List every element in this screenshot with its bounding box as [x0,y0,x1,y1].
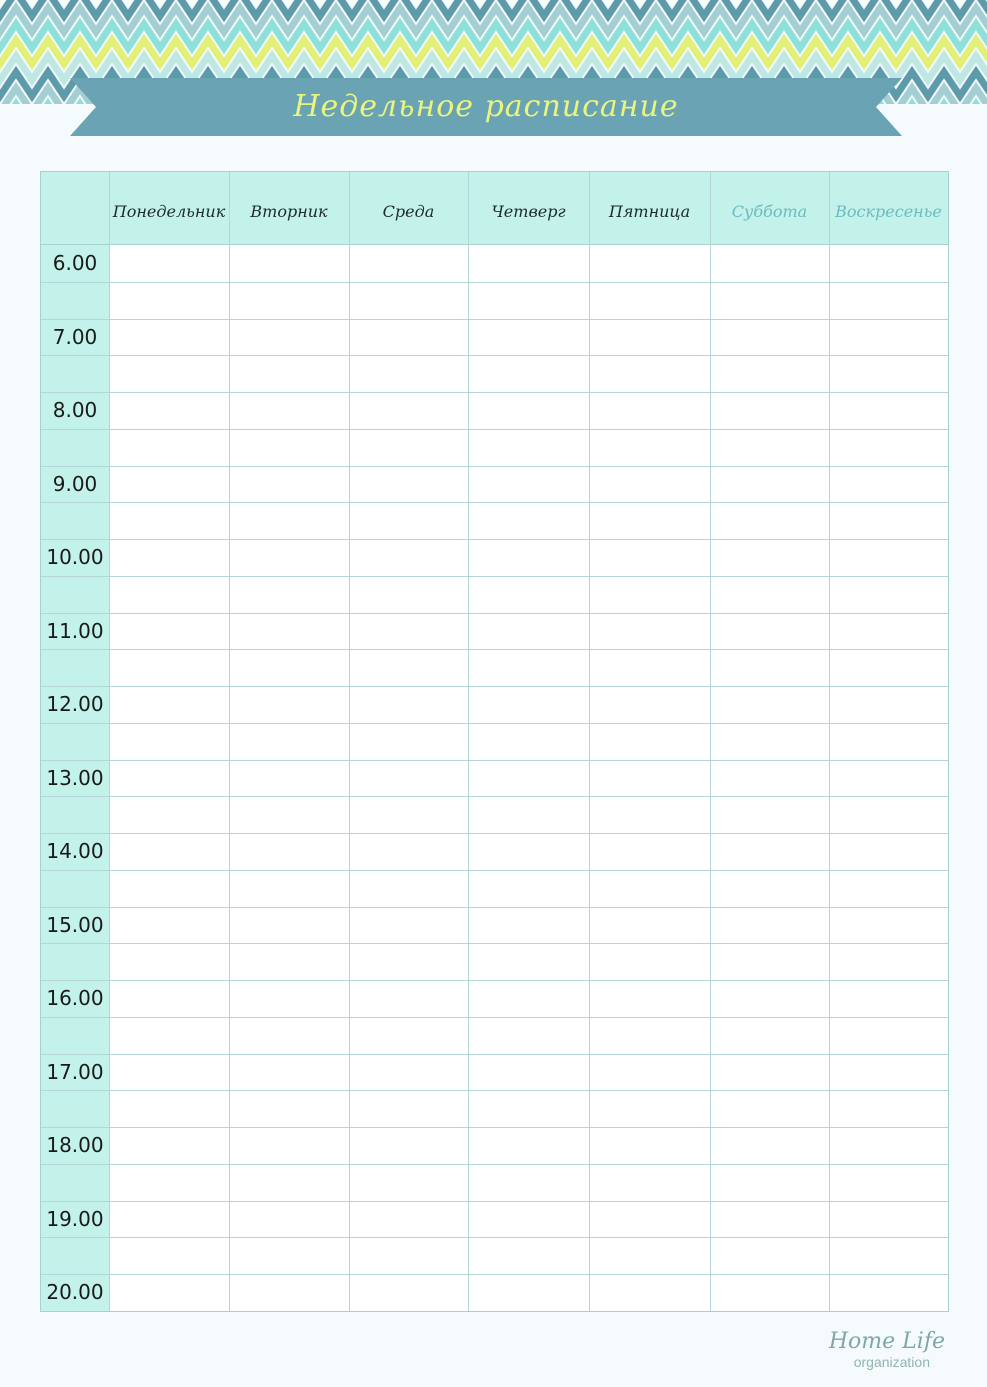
grid-row-line [41,319,948,320]
page-title: Недельное расписание [293,89,679,124]
grid-row-line [41,760,948,761]
grid-column-line [349,172,350,1311]
time-label-3: 9.00 [52,471,98,496]
time-label-13: 19.00 [46,1206,104,1231]
weekly-schedule-table [40,171,949,1312]
grid-row-line [41,723,948,724]
day-header-row [41,172,948,245]
time-label-6: 12.00 [46,692,104,717]
grid-row-line [41,1090,948,1091]
grid-row-line [41,980,948,981]
grid-row-line [41,649,948,650]
title-banner [70,78,902,136]
time-label-8: 14.00 [46,839,104,864]
grid-column-line [710,172,711,1311]
brand-name: Home Life [828,1329,945,1354]
day-header-3: Среда [382,202,435,221]
time-label-4: 10.00 [46,545,104,570]
day-header-4: Четверг [491,202,566,221]
grid-column-line [589,172,590,1311]
grid-row-line [41,1201,948,1202]
time-label-1: 7.00 [52,324,98,349]
time-label-5: 11.00 [46,618,104,643]
time-label-11: 17.00 [46,1059,104,1084]
grid-row-line [41,943,948,944]
grid-row-line [41,796,948,797]
grid-column-line [468,172,469,1311]
grid-row-line [41,576,948,577]
grid-row-line [41,1127,948,1128]
grid-row-line [41,1274,948,1275]
grid-row-line [41,429,948,430]
grid-row-line [41,539,948,540]
brand-tagline: organization [853,1354,930,1370]
day-header-6: Суббота [731,202,808,221]
time-label-2: 8.00 [52,398,98,423]
grid-row-line [41,833,948,834]
time-label-14: 20.00 [46,1280,104,1305]
grid-row-line [41,686,948,687]
grid-row-line [41,870,948,871]
time-label-0: 6.00 [52,251,98,275]
grid-row-line [41,613,948,614]
day-header-7: Воскресенье [835,202,942,221]
time-label-10: 16.00 [46,986,104,1011]
grid-row-line [41,466,948,467]
grid-row-line [41,1237,948,1238]
day-header-2: Вторник [250,202,328,221]
time-column [41,245,109,1311]
grid-column-line [829,172,830,1311]
grid-row-line [41,1164,948,1165]
grid-row-line [41,392,948,393]
brand-logo [829,1330,945,1370]
grid-row-line [41,1054,948,1055]
day-header-5: Пятница [608,202,691,221]
grid-row-line [41,282,948,283]
grid-column-line [109,172,110,1311]
time-label-7: 13.00 [46,765,104,790]
grid-row-line [41,502,948,503]
grid-row-line [41,1017,948,1018]
time-label-9: 15.00 [46,912,104,937]
grid-row-line [41,355,948,356]
grid-column-line [229,172,230,1311]
day-header-1: Понедельник [112,202,226,221]
grid-row-line [41,907,948,908]
time-label-12: 18.00 [46,1133,104,1158]
